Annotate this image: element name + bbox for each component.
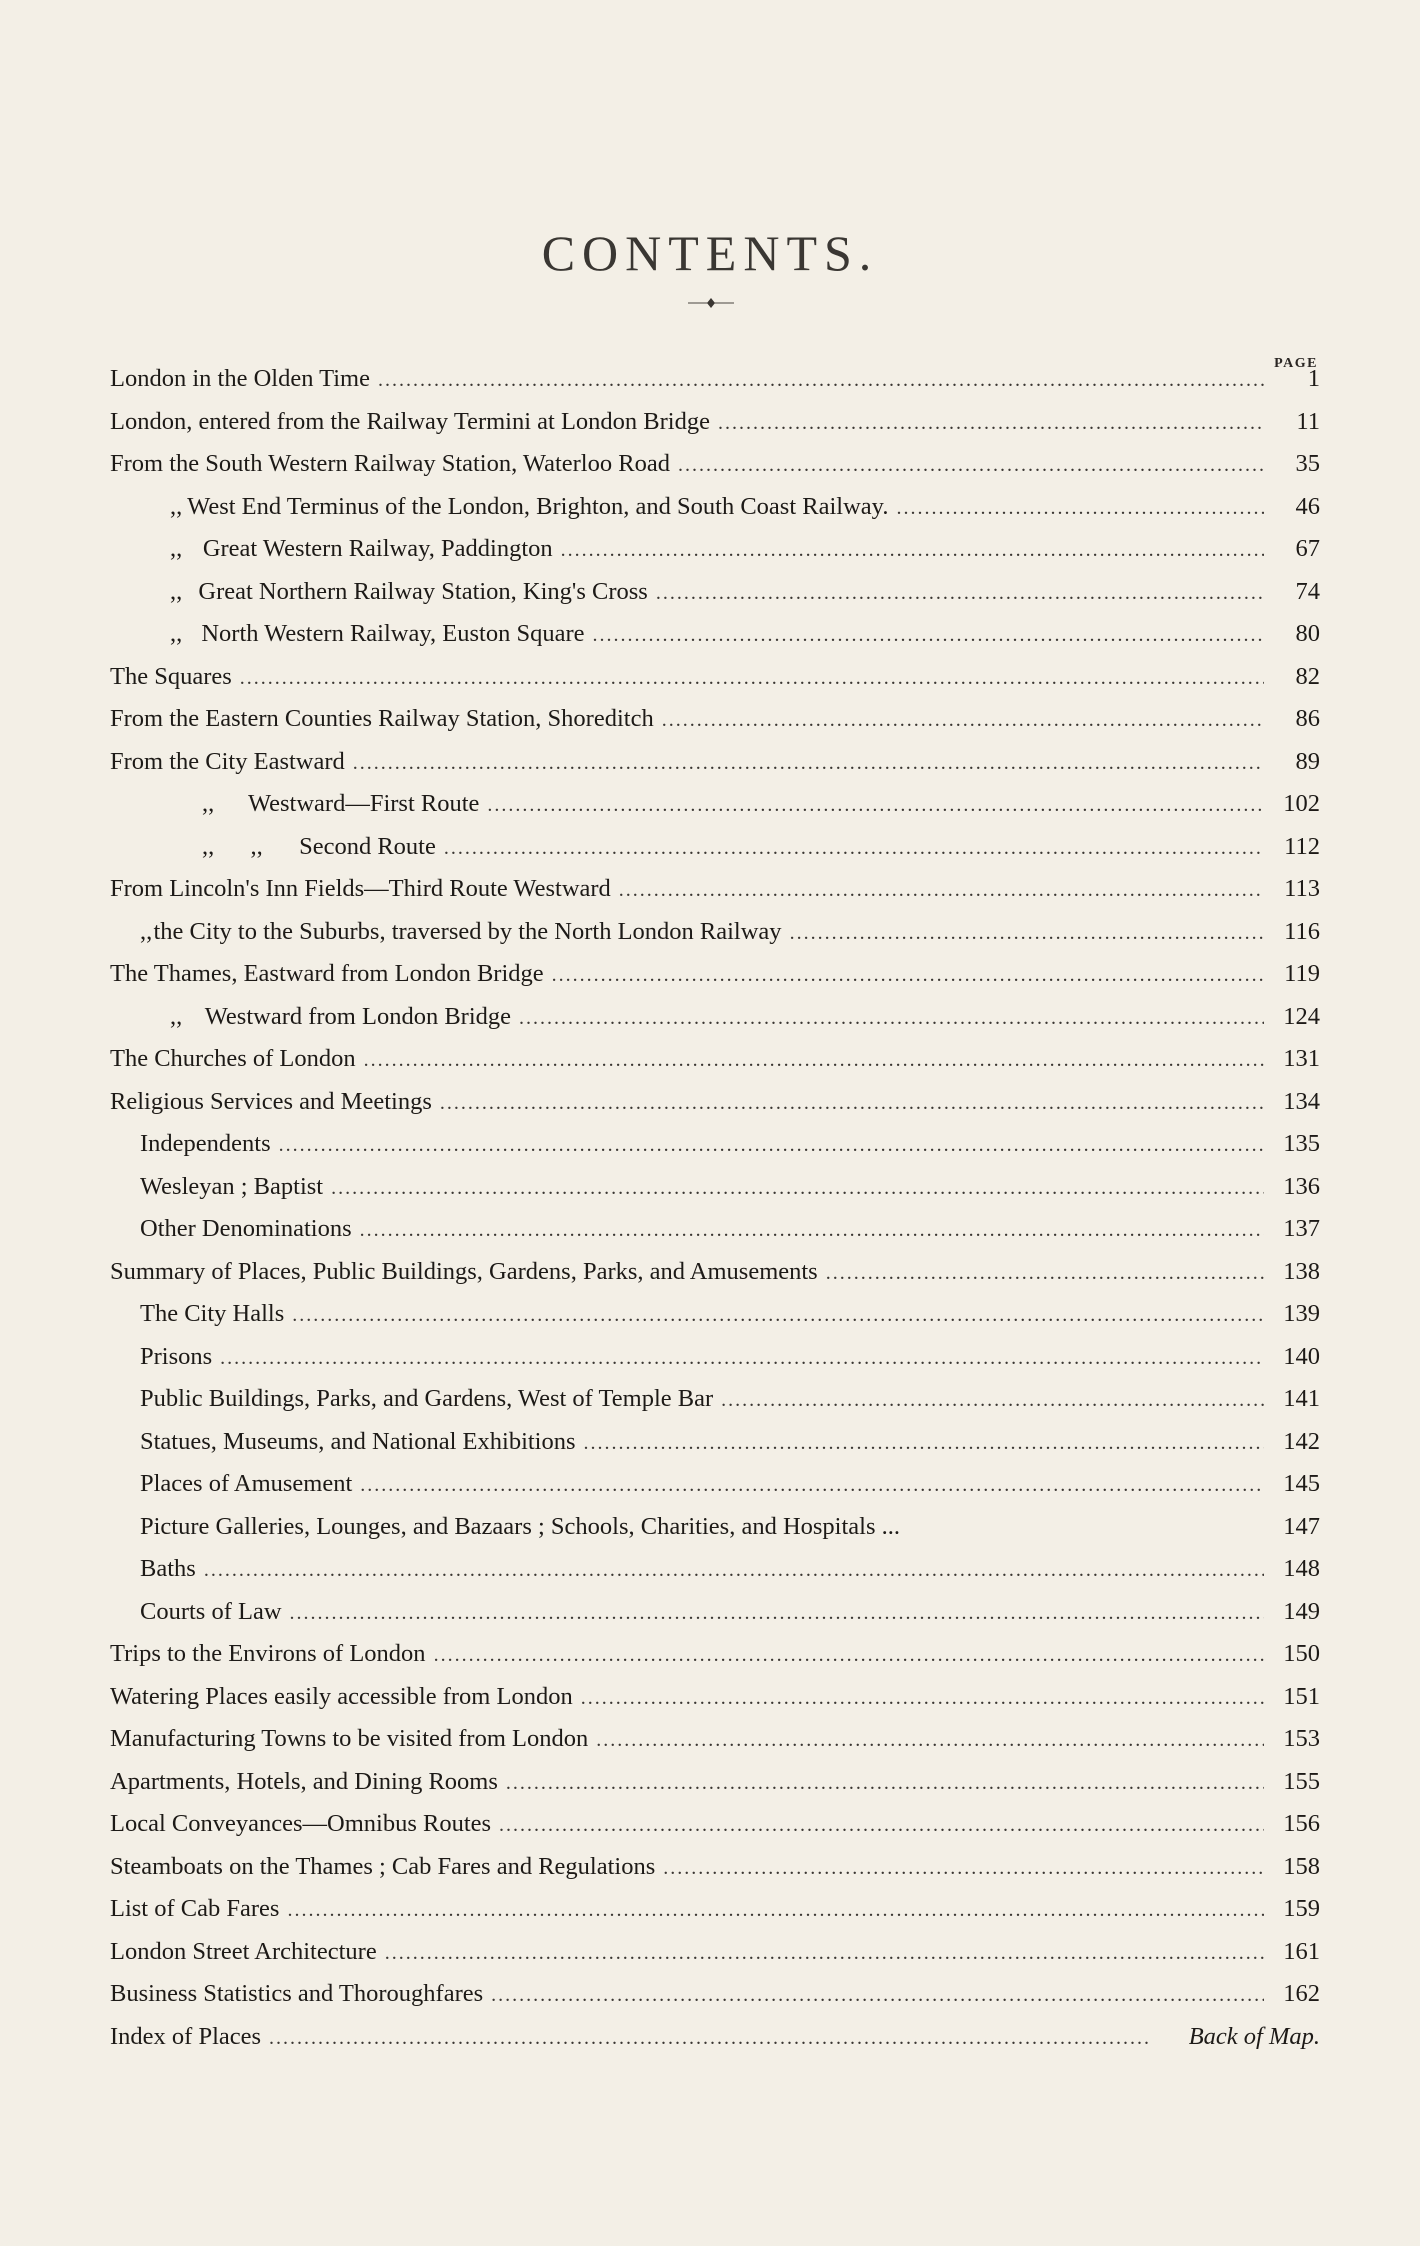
page-title: CONTENTS.: [541, 224, 879, 281]
toc-page-number: 119: [1284, 960, 1320, 987]
toc-entry: [110, 1343, 1320, 1386]
toc-page-number: 138: [1283, 1257, 1320, 1285]
toc-page-number: 158: [1283, 1852, 1320, 1880]
toc-entry-title: London, entered from the Railway Termini at London Bridge: [110, 407, 710, 435]
ditto-mark: ,,: [170, 535, 183, 562]
toc-entry-title: Index of Places: [110, 2022, 262, 2050]
dot-leader: [662, 709, 1264, 732]
toc-entry: [110, 1895, 1320, 1938]
dot-leader: [204, 1559, 1264, 1582]
toc-entry: [110, 748, 1320, 791]
toc-entry: [110, 450, 1320, 493]
toc-entry-title: From the Eastern Counties Railway Station, Shoreditch: [110, 705, 654, 732]
toc-entry-title: London Street Architecture: [110, 1937, 377, 1965]
toc-page-number: 74: [1295, 577, 1320, 605]
toc-entry-title: Places of Amusement: [140, 1470, 353, 1497]
toc-page-number: 153: [1283, 1725, 1320, 1752]
toc-page-number: 102: [1283, 790, 1320, 817]
toc-page-number: Back of Map.: [1188, 2022, 1320, 2050]
dot-leader: [826, 1262, 1264, 1285]
toc-entry-title: Watering Places easily accessible from London: [110, 1682, 573, 1710]
toc-page-number: 151: [1283, 1682, 1320, 1710]
toc-entry-title: Local Conveyances—Omnibus Routes: [110, 1810, 492, 1837]
ditto-mark: ,,: [202, 790, 215, 817]
dot-leader: [581, 1687, 1264, 1710]
toc-entry: [110, 1215, 1320, 1258]
toc-entry: [110, 1470, 1320, 1513]
dot-leader: [678, 454, 1264, 477]
toc-page-number: 156: [1283, 1810, 1320, 1837]
toc-entry: [110, 663, 1320, 706]
toc-page-number: 147: [1283, 1512, 1320, 1540]
toc-entry-title: Westward from London Bridge: [204, 1002, 512, 1030]
dot-leader: [269, 2027, 1152, 2050]
toc-page-number: 89: [1295, 747, 1320, 775]
toc-page-number: 82: [1295, 662, 1320, 690]
toc-page-number: 135: [1283, 1130, 1320, 1157]
dot-leader: [896, 497, 1264, 520]
dot-leader: [331, 1177, 1264, 1200]
dot-leader: [519, 1007, 1264, 1030]
toc-entry-title: Other Denominations: [140, 1215, 352, 1242]
toc-entry-title: Statues, Museums, and National Exhibitions: [140, 1427, 576, 1455]
dot-leader: [287, 1899, 1264, 1922]
toc-entry: [110, 1258, 1320, 1301]
toc-page-number: 161: [1283, 1937, 1320, 1965]
toc-entry: [110, 1683, 1320, 1726]
toc-entry-title: Westward—First Route: [247, 790, 480, 817]
toc-entry: [110, 1300, 1320, 1343]
toc-entry: [110, 960, 1320, 1003]
toc-entry: [110, 1938, 1320, 1981]
toc-entry: [110, 705, 1320, 748]
toc-entry: [110, 1640, 1320, 1683]
toc-entry: [110, 1088, 1320, 1131]
toc-entry-title: West End Terminus of the London, Brighton, and South Coast Railway.: [187, 492, 889, 520]
dot-leader: [663, 1857, 1264, 1880]
toc-entry-title: The Squares: [110, 662, 232, 690]
toc-entry: [110, 620, 1320, 663]
toc-entry: [110, 1555, 1320, 1598]
toc-entry: [110, 1428, 1320, 1471]
toc-entry: [110, 1853, 1320, 1896]
dot-leader: [279, 1134, 1264, 1157]
dot-leader: [584, 1432, 1264, 1455]
toc-page-number: 140: [1283, 1342, 1320, 1370]
toc-entry: [110, 1045, 1320, 1088]
toc-page-number: 116: [1284, 917, 1320, 945]
toc-page-number: 35: [1295, 450, 1320, 477]
toc-page-number: 150: [1283, 1640, 1320, 1667]
toc-entry-title: Independents: [140, 1130, 271, 1157]
toc-entry: [110, 1810, 1320, 1853]
dot-leader: [440, 1092, 1264, 1115]
toc-page-number: 159: [1283, 1895, 1320, 1922]
toc-entry-title: Courts of Law: [140, 1597, 282, 1625]
toc-entry-title: Great Northern Railway Station, King's Cross: [198, 577, 648, 605]
toc-entry-title: Prisons: [140, 1342, 213, 1370]
dot-leader: [240, 667, 1264, 690]
ditto-mark: ,,: [140, 917, 153, 945]
toc-page-number: 155: [1283, 1767, 1320, 1795]
toc-page-number: 137: [1283, 1215, 1320, 1242]
toc-entry: [110, 790, 1320, 833]
ditto-mark: ,,: [170, 620, 183, 647]
toc-entry: [110, 1598, 1320, 1641]
toc-entry-title: The Thames, Eastward from London Bridge: [110, 960, 544, 987]
toc-entry-title: Great Western Railway, Paddington: [202, 535, 553, 562]
dot-leader: [444, 837, 1264, 860]
dot-leader: [718, 412, 1264, 435]
toc-page-number: 112: [1284, 832, 1320, 860]
toc-entry-title: From the South Western Railway Station, Waterloo Road: [110, 450, 670, 477]
toc-entry-title: List of Cab Fares: [110, 1895, 280, 1922]
toc-entry-title: Public Buildings, Parks, and Gardens, West of Temple Bar: [140, 1385, 714, 1412]
toc-page-number: 145: [1283, 1470, 1320, 1497]
toc-page-number: 80: [1295, 620, 1320, 647]
dot-leader: [290, 1602, 1264, 1625]
toc-entry-title: Business Statistics and Thoroughfares: [110, 1980, 484, 2007]
dot-leader: [491, 1984, 1264, 2007]
toc-entry: [110, 408, 1320, 451]
toc-page-number: 149: [1283, 1597, 1320, 1625]
page-column-header: PAGE: [1274, 356, 1318, 371]
toc-entry-title: Second Route: [299, 832, 436, 860]
ditto-mark: ,,: [250, 832, 263, 860]
ditto-mark: ,,: [202, 832, 215, 860]
toc-page-number: 46: [1295, 492, 1320, 520]
toc-page-number: 124: [1283, 1002, 1320, 1030]
dot-leader: [499, 1814, 1264, 1837]
toc-entry: [110, 1725, 1320, 1768]
toc-entry-title: Picture Galleries, Lounges, and Bazaars ; Schools, Charities, and Hospitals ...: [140, 1512, 901, 1540]
toc-entry-title: Summary of Places, Public Buildings, Gardens, Parks, and Amusements: [110, 1257, 818, 1285]
toc-entry: [110, 918, 1320, 961]
toc-page-number: 134: [1283, 1087, 1320, 1115]
toc-entry: [110, 1003, 1320, 1046]
dot-leader: [619, 879, 1264, 902]
toc-entry: [110, 1980, 1320, 2023]
toc-entry: [110, 2023, 1320, 2066]
contents-list: [110, 365, 1320, 2065]
toc-page-number: 141: [1283, 1385, 1320, 1412]
toc-entry-title: From the City Eastward: [110, 747, 345, 775]
dot-leader: [292, 1304, 1264, 1327]
toc-entry-title: the City to the Suburbs, traversed by the North London Railway: [153, 917, 782, 945]
dot-leader: [378, 369, 1264, 392]
dot-leader: [220, 1347, 1264, 1370]
ditto-mark: ,,: [170, 577, 183, 605]
dot-leader: [487, 794, 1264, 817]
ditto-mark: ,,: [170, 492, 183, 520]
toc-page-number: 142: [1283, 1427, 1320, 1455]
toc-page-number: 162: [1283, 1980, 1320, 2007]
dot-leader: [561, 539, 1264, 562]
dot-leader: [360, 1219, 1264, 1242]
toc-page-number: 113: [1284, 875, 1320, 902]
toc-entry: [110, 1385, 1320, 1428]
dot-leader: [596, 1729, 1264, 1752]
toc-entry: [110, 833, 1320, 876]
dot-leader: [593, 624, 1265, 647]
dot-leader: [360, 1474, 1264, 1497]
toc-entry-title: London in the Olden Time: [110, 365, 370, 392]
toc-entry-title: Wesleyan ; Baptist: [140, 1172, 324, 1200]
ditto-mark: ,,: [170, 1002, 183, 1030]
toc-entry-title: Apartments, Hotels, and Dining Rooms: [110, 1767, 498, 1795]
toc-entry-title: Religious Services and Meetings: [110, 1087, 432, 1115]
dot-leader: [385, 1942, 1264, 1965]
dot-leader: [353, 752, 1264, 775]
toc-entry-title: Trips to the Environs of London: [110, 1640, 426, 1667]
toc-page-number: 131: [1283, 1045, 1320, 1072]
toc-entry: [110, 875, 1320, 918]
dot-leader: [790, 922, 1264, 945]
toc-entry: [110, 1173, 1320, 1216]
toc-entry-title: Manufacturing Towns to be visited from London: [110, 1725, 589, 1752]
dot-leader: [656, 582, 1264, 605]
toc-page-number: 136: [1283, 1172, 1320, 1200]
dot-leader: [364, 1049, 1264, 1072]
toc-entry: [110, 578, 1320, 621]
toc-page-number: 86: [1295, 705, 1320, 732]
toc-entry-title: The Churches of London: [110, 1045, 356, 1072]
toc-page-number: 148: [1283, 1555, 1320, 1582]
toc-page-number: 139: [1283, 1300, 1320, 1327]
toc-page-number: 67: [1295, 535, 1320, 562]
toc-entry: [110, 1768, 1320, 1811]
ornament-divider: [686, 296, 736, 310]
toc-entry: [110, 1130, 1320, 1173]
toc-entry: [110, 535, 1320, 578]
dot-leader: [506, 1772, 1264, 1795]
toc-entry-title: The City Halls: [140, 1300, 285, 1327]
toc-entry-title: Baths: [140, 1555, 196, 1582]
dot-leader: [552, 964, 1264, 987]
dot-leader: [434, 1644, 1264, 1667]
toc-entry-title: North Western Railway, Euston Square: [201, 620, 585, 647]
toc-entry: [110, 493, 1320, 536]
toc-page-number: 1: [1307, 365, 1320, 392]
toc-entry-title: Steamboats on the Thames ; Cab Fares and Regulations: [110, 1852, 656, 1880]
dot-leader: [721, 1389, 1264, 1412]
toc-entry: [110, 1513, 1320, 1556]
toc-entry-title: From Lincoln's Inn Fields—Third Route Westward: [110, 875, 611, 902]
toc-entry: [110, 365, 1320, 408]
toc-page-number: 11: [1296, 407, 1320, 435]
